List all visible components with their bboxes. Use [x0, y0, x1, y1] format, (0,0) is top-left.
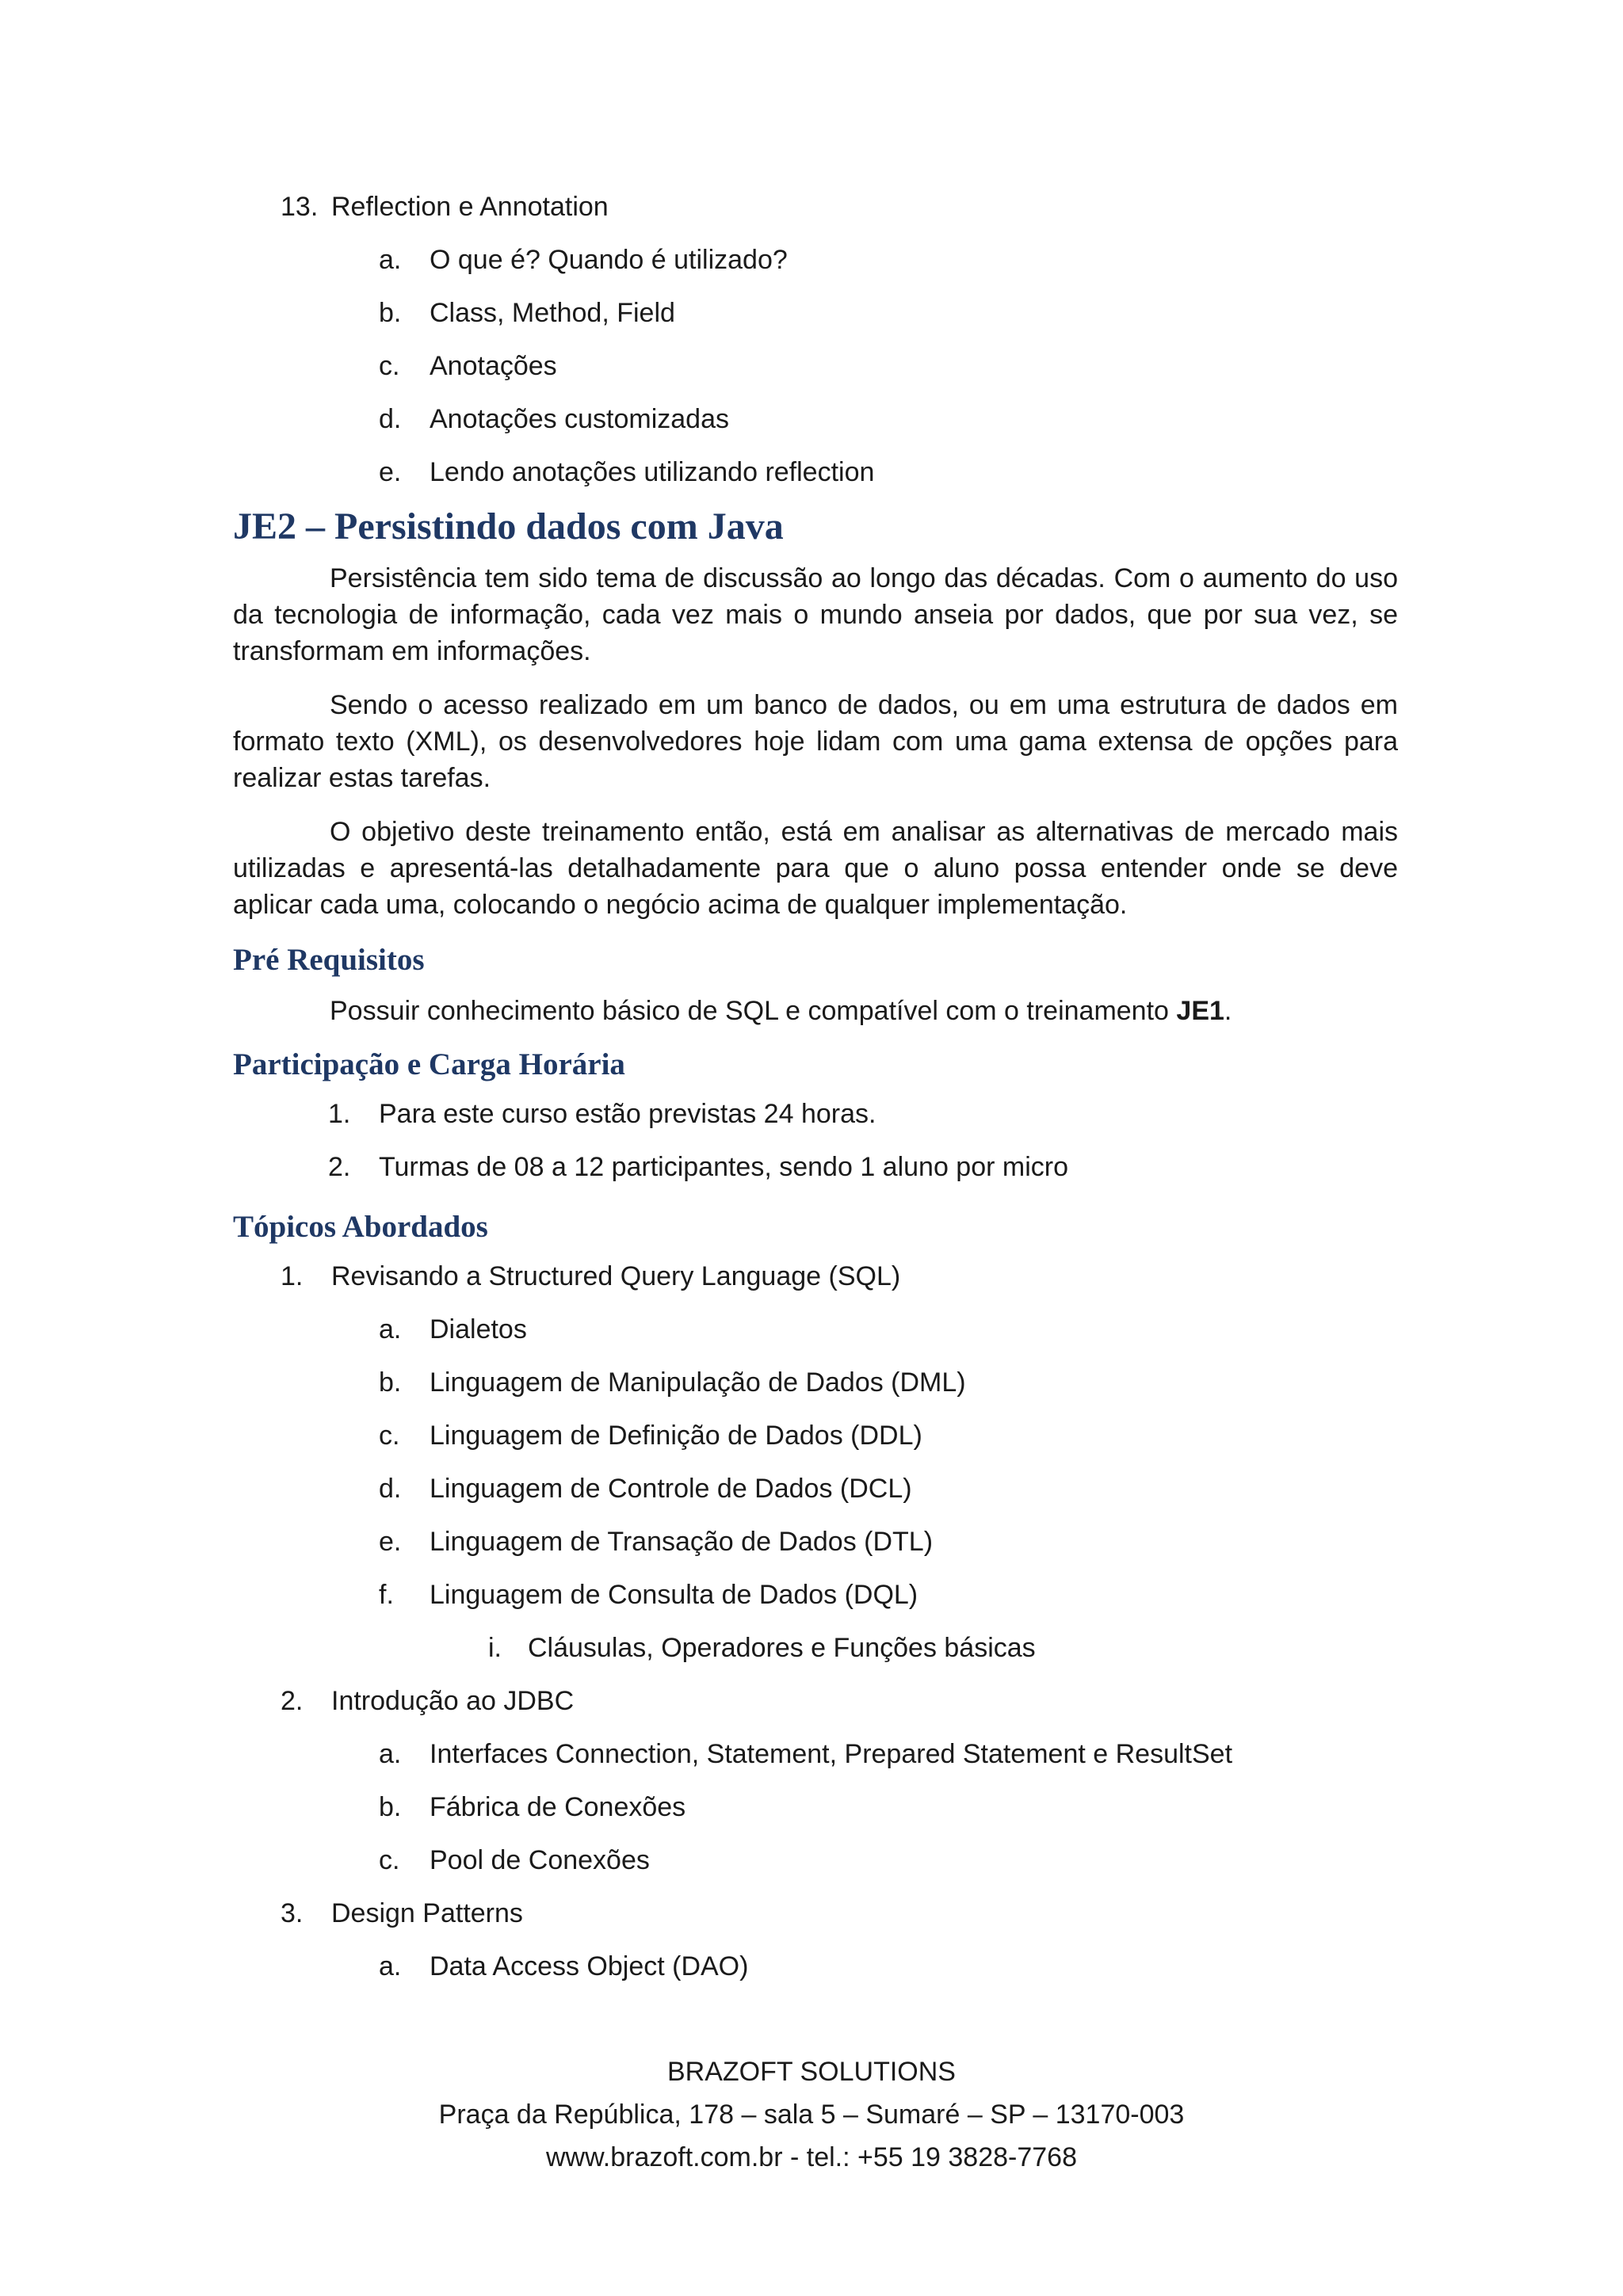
paragraph: Sendo o acesso realizado em um banco de dados, ou em uma estrutura de dados em formato texto (XML), os desenvolvedores hoje lidam com uma gama extensa de opções para realizar estas tarefas. — [233, 690, 1398, 793]
list-number: 3. — [281, 1898, 304, 1928]
paragraph: Persistência tem sido tema de discussão ao longo das décadas. Com o aumento do uso da tecnologia de informação, cada vez mais o mundo anseia por dados, que por sua vez, se transformam em informações. — [233, 563, 1398, 666]
footer-address: Praça da República, 178 – sala 5 – Sumaré – SP – 13170-003 — [438, 2100, 1185, 2130]
list-text: Anotações customizadas — [430, 404, 729, 434]
list-text: Class, Method, Field — [430, 298, 675, 328]
list-letter: b. — [379, 1792, 402, 1822]
list-roman: i. — [488, 1633, 502, 1663]
sub-list-item — [233, 243, 1398, 296]
sub-list-item — [233, 1578, 1398, 1631]
list-text: Linguagem de Consulta de Dados (DQL) — [430, 1580, 918, 1610]
sub-list-item — [233, 296, 1398, 349]
list-text: Linguagem de Definição de Dados (DDL) — [430, 1421, 922, 1451]
list-letter: c. — [379, 1421, 400, 1451]
sub-list-item — [233, 1950, 1398, 2003]
list-text: Cláusulas, Operadores e Funções básicas — [528, 1633, 1036, 1663]
list-letter: e. — [379, 457, 402, 487]
list-letter: e. — [379, 1527, 402, 1557]
list-letter: c. — [379, 351, 400, 381]
list-letter: a. — [379, 1739, 402, 1769]
list-letter: a. — [379, 1951, 402, 1981]
list-letter: c. — [379, 1845, 400, 1875]
list-item — [233, 1897, 1398, 1950]
list-item — [233, 1684, 1398, 1737]
list-text: Linguagem de Controle de Dados (DCL) — [430, 1474, 912, 1504]
prereq-body: Possuir conhecimento básico de SQL e compatível com o treinamento — [330, 996, 1177, 1026]
sub-list-item — [233, 1313, 1398, 1366]
sub-list-item — [233, 1472, 1398, 1525]
list-letter: a. — [379, 1314, 402, 1344]
topicos-heading: Tópicos Abordados — [233, 1210, 488, 1244]
list-text: Design Patterns — [331, 1898, 523, 1928]
list-text: Lendo anotações utilizando reflection — [430, 457, 875, 487]
list-letter: f. — [379, 1580, 394, 1610]
list-text: Dialetos — [430, 1314, 527, 1344]
list-text: Data Access Object (DAO) — [430, 1951, 749, 1981]
sub-list-item — [233, 1844, 1398, 1897]
list-letter: b. — [379, 298, 402, 328]
list-text: Interfaces Connection, Statement, Prepared Statement e ResultSet — [430, 1739, 1233, 1769]
sub-list-item — [233, 1737, 1398, 1791]
list-number: 2. — [328, 1152, 351, 1182]
sub-list-item — [233, 1419, 1398, 1472]
footer-company: BRAZOFT SOLUTIONS — [667, 2057, 956, 2087]
prereq-course: JE1 — [1176, 996, 1224, 1026]
paragraph: O objetivo deste treinamento então, está em analisar as alternativas de mercado mais utilizadas e apresentá-las detalhadamente para que o aluno possa entender onde se deve aplicar cada uma, colocando o negócio acima de qualquer implementação. — [233, 817, 1398, 920]
list-number: 1. — [281, 1261, 304, 1291]
list-text: Linguagem de Transação de Dados (DTL) — [430, 1527, 934, 1557]
footer-contact: www.brazoft.com.br - tel.: +55 19 3828-7768 — [546, 2142, 1077, 2172]
section-title: JE2 – Persistindo dados com Java — [233, 505, 784, 547]
sub-list-item — [233, 1525, 1398, 1578]
list-letter: d. — [379, 404, 402, 434]
prereq-heading: Pré Requisitos — [233, 943, 425, 977]
list-text: Revisando a Structured Query Language (SQL) — [331, 1261, 901, 1291]
list-text: Reflection e Annotation — [331, 192, 609, 222]
sub-list-item — [233, 1791, 1398, 1844]
sub-list-item — [233, 402, 1398, 456]
list-letter: a. — [379, 245, 402, 275]
list-text: Fábrica de Conexões — [430, 1792, 686, 1822]
list-item — [233, 1260, 1398, 1313]
participacao-heading: Participação e Carga Horária — [233, 1047, 625, 1081]
list-number: 1. — [328, 1099, 351, 1129]
page-content — [233, 190, 1398, 2003]
list-text: Anotações — [430, 351, 557, 381]
list-number: 2. — [281, 1686, 304, 1716]
sub-list-item — [233, 456, 1398, 497]
sub-list-item — [233, 349, 1398, 402]
list-text: Para este curso estão previstas 24 horas. — [379, 1099, 876, 1129]
sub-list-item — [233, 1366, 1398, 1419]
sub-sub-list-item — [233, 1631, 1398, 1684]
list-number: 13. — [281, 192, 319, 222]
list-text: Linguagem de Manipulação de Dados (DML) — [430, 1367, 966, 1398]
list-letter: b. — [379, 1367, 402, 1398]
list-letter: d. — [379, 1474, 402, 1504]
page-footer — [0, 2050, 1623, 2179]
list-text: Turmas de 08 a 12 participantes, sendo 1 aluno por micro — [379, 1152, 1069, 1182]
list-text: Pool de Conexões — [430, 1845, 650, 1875]
list-text: Introdução ao JDBC — [331, 1686, 575, 1716]
prereq-text — [233, 993, 1398, 1029]
list-text: O que é? Quando é utilizado? — [430, 245, 788, 275]
list-item — [233, 1097, 1398, 1150]
list-item — [233, 1150, 1398, 1192]
list-item — [233, 190, 1398, 243]
prereq-end: . — [1224, 996, 1232, 1026]
